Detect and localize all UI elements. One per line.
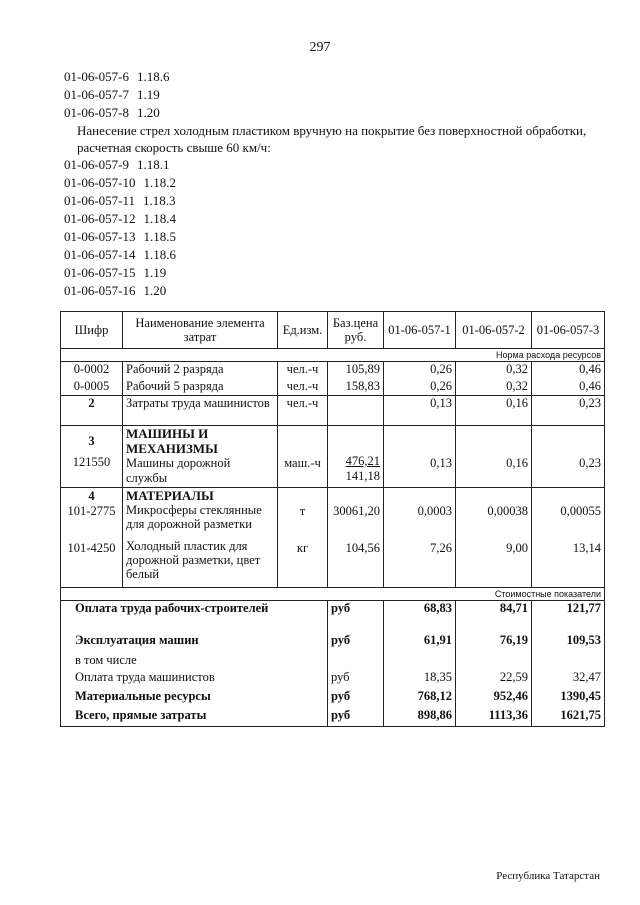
cell-name: Рабочий 2 разряда <box>123 362 278 379</box>
code-line <box>64 156 604 174</box>
section-title: МАТЕРИАЛЫ <box>126 488 214 503</box>
cost-value: 768,12 <box>384 689 456 708</box>
cost-value: 898,86 <box>384 708 456 727</box>
cell-value: 0,32 <box>456 379 532 396</box>
caption-row <box>61 588 605 601</box>
cost-value <box>456 653 532 670</box>
cost-unit: руб <box>328 633 384 653</box>
cell-value: 0,46 <box>532 379 605 396</box>
cost-label: Оплата труда рабочих-строителей <box>61 601 328 633</box>
cost-value: 76,19 <box>456 633 532 653</box>
cell-unit: маш.-ч <box>278 426 328 488</box>
header-code: Шифр <box>61 312 123 349</box>
item-name: Машины дорожной службы <box>126 456 231 485</box>
section-title: МАШИНЫ И МЕХАНИЗМЫ <box>126 426 218 456</box>
cell-name <box>123 426 278 488</box>
cost-value: 84,71 <box>456 601 532 633</box>
code: 01-06-057-10 <box>64 175 136 190</box>
cell-value: 0,00038 9,00 <box>456 488 532 588</box>
cell-value: 0,26 <box>384 379 456 396</box>
header-col2: 01-06-057-2 <box>456 312 532 349</box>
cost-value: 68,83 <box>384 601 456 633</box>
cost-value: 61,91 <box>384 633 456 653</box>
code-ref: 1.18.2 <box>143 175 176 190</box>
cost-label: Эксплуатация машин <box>61 633 328 653</box>
cost-value: 121,77 <box>532 601 605 633</box>
cell-value: 0,23 <box>532 426 605 488</box>
table-header-row <box>61 312 605 349</box>
section-code: 4 <box>88 489 95 503</box>
price-sub: 141,18 <box>345 469 380 483</box>
cell-unit: чел.-ч <box>278 396 328 426</box>
cost-value <box>532 653 605 670</box>
cell-price: 105,89 <box>328 362 384 379</box>
cell-name: Рабочий 5 разряда <box>123 379 278 396</box>
code-ref: 1.19 <box>143 265 167 280</box>
cost-unit: руб <box>328 689 384 708</box>
cost-label: Оплата труда машинистов <box>61 670 328 689</box>
cell-unit: т кг <box>278 488 328 588</box>
cost-value: 1113,36 <box>456 708 532 727</box>
header-name: Наименование элемента затрат <box>123 312 278 349</box>
cost-row <box>61 689 605 708</box>
cell-code: 0-0002 <box>61 362 123 379</box>
cost-value: 1390,45 <box>532 689 605 708</box>
cost-value <box>384 653 456 670</box>
section-materials-row <box>61 488 605 588</box>
code: 01-06-057-7 <box>64 87 129 102</box>
cost-unit: руб <box>328 670 384 689</box>
cost-row <box>61 653 605 670</box>
cell-value: 0,13 <box>384 396 456 426</box>
cost-unit <box>328 653 384 670</box>
cost-unit: руб <box>328 601 384 633</box>
cell-price: 158,83 <box>328 379 384 396</box>
code: 01-06-057-16 <box>64 283 136 298</box>
code: 01-06-057-14 <box>64 247 136 262</box>
cell-value: 0,00055 13,14 <box>532 488 605 588</box>
code-line <box>64 192 604 210</box>
cell-unit: чел.-ч <box>278 379 328 396</box>
code: 01-06-057-15 <box>64 265 136 280</box>
cost-value: 22,59 <box>456 670 532 689</box>
cell-value: 0,16 <box>456 426 532 488</box>
code-line <box>64 104 604 122</box>
table-row <box>61 396 605 426</box>
cell-value: 0,0003 7,26 <box>384 488 456 588</box>
code: 01-06-057-13 <box>64 229 136 244</box>
cost-unit: руб <box>328 708 384 727</box>
code-ref: 1.18.6 <box>143 247 176 262</box>
code-ref: 1.20 <box>143 283 167 298</box>
code-ref: 1.18.5 <box>143 229 176 244</box>
cell-value: 0,46 <box>532 362 605 379</box>
code: 01-06-057-8 <box>64 105 129 120</box>
code: 01-06-057-12 <box>64 211 136 226</box>
cost-value: 952,46 <box>456 689 532 708</box>
cell-value: 0,23 <box>532 396 605 426</box>
footer-region: Республика Татарстан <box>496 870 600 882</box>
cell-value: 0,26 <box>384 362 456 379</box>
header-unit: Ед.изм. <box>278 312 328 349</box>
item-code: 101-4250 <box>67 541 116 555</box>
code-ref: 1.19 <box>137 87 160 102</box>
cost-value: 32,47 <box>532 670 605 689</box>
table-row <box>61 379 605 396</box>
code-line <box>64 174 604 192</box>
norms-table <box>60 311 605 727</box>
caption-costs: Стоимостные показатели <box>61 588 605 601</box>
cost-row <box>61 670 605 689</box>
code-line <box>64 246 604 264</box>
code-ref: 1.18.1 <box>137 157 170 172</box>
code-ref: 1.20 <box>137 105 160 120</box>
cell-value: 0,32 <box>456 362 532 379</box>
cell-name: Затраты труда машинистов <box>123 396 278 426</box>
code-line <box>64 210 604 228</box>
header-col1: 01-06-057-1 <box>384 312 456 349</box>
item-code: 101-2775 <box>67 504 116 518</box>
item-name: Холодный пластик для дорожной разметки, цвет белый <box>126 539 261 581</box>
cell-unit: чел.-ч <box>278 362 328 379</box>
section-machines-row <box>61 426 605 488</box>
item-code: 121550 <box>72 455 111 469</box>
cell-code: 2 <box>61 396 123 426</box>
code-ref: 1.18.3 <box>143 193 176 208</box>
cost-label: Материальные ресурсы <box>61 689 328 708</box>
code: 01-06-057-11 <box>64 193 136 208</box>
code-list <box>64 68 604 300</box>
code: 01-06-057-9 <box>64 157 129 172</box>
cost-label: Всего, прямые затраты <box>61 708 328 727</box>
cost-label: в том числе <box>61 653 328 670</box>
code-line <box>64 264 604 282</box>
cell-value: 0,13 <box>384 426 456 488</box>
cell-code <box>61 426 123 488</box>
cell-name <box>123 488 278 588</box>
cell-code: 0-0005 <box>61 379 123 396</box>
cell-price <box>328 426 384 488</box>
cell-price: 30061,20 104,56 <box>328 488 384 588</box>
code-line <box>64 228 604 246</box>
cell-value: 0,16 <box>456 396 532 426</box>
cost-value: 1621,75 <box>532 708 605 727</box>
cell-code <box>61 488 123 588</box>
code: 01-06-057-6 <box>64 69 129 84</box>
cost-value: 109,53 <box>532 633 605 653</box>
item-name: Микросферы стеклянные для дорожной разметки <box>126 503 262 531</box>
header-price: Баз.цена руб. <box>328 312 384 349</box>
page-number: 297 <box>309 40 331 55</box>
code-line <box>64 282 604 300</box>
code-line <box>64 86 604 104</box>
section-code: 3 <box>88 434 95 448</box>
header-col3: 01-06-057-3 <box>532 312 605 349</box>
cost-row <box>61 601 605 633</box>
code-ref: 1.18.6 <box>137 69 170 84</box>
code-line <box>64 68 604 86</box>
caption-norms: Норма расхода ресурсов <box>61 349 605 362</box>
caption-row <box>61 349 605 362</box>
code-ref: 1.18.4 <box>143 211 176 226</box>
cost-row <box>61 708 605 727</box>
table-row <box>61 362 605 379</box>
cost-row <box>61 633 605 653</box>
price-main: 476,21 <box>345 454 380 468</box>
cell-price <box>328 396 384 426</box>
work-description: Нанесение стрел холодным пластиком вручную на покрытие без поверхностной обработки, расчетная скорость свыше 60 км/ч: <box>77 123 587 155</box>
cost-value: 18,35 <box>384 670 456 689</box>
